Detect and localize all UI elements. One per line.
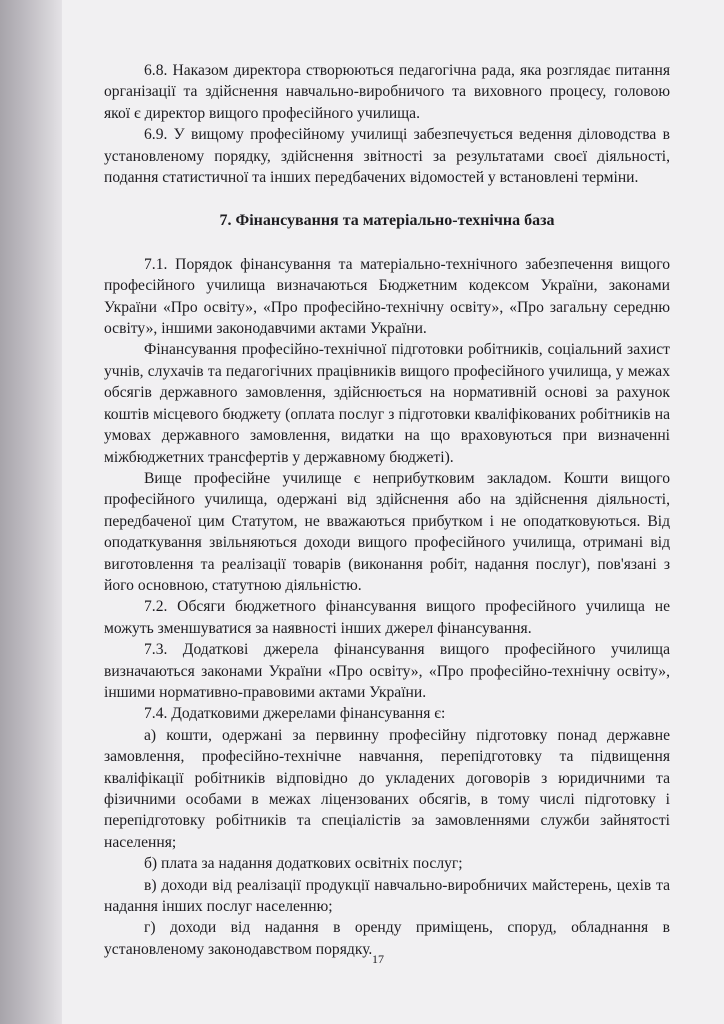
paragraph-7-1: 7.1. Порядок фінансування та матеріально-технічного забезпечення вищого професійного училища визначаються Бюджетним кодексом України, законами України «Про освіту», «Про професійно-технічну освіту», «Про загальну середню освіту», іншими законодавчими актами України. <box>104 255 670 338</box>
paragraph-7-3: 7.3. Додаткові джерела фінансування вищого професійного училища визначаються законами України «Про освіту», «Про професійно-технічну освіту», іншими нормативно-правовими актами України. <box>104 641 670 701</box>
paragraph-7-2: 7.2. Обсяги бюджетного фінансування вищого професійного училища не можуть зменшуватися за наявності інших джерел фінансування. <box>104 598 670 637</box>
paragraph-non-profit: Вище професійне училище є неприбутковим закладом. Кошти вищого професійного училища, одержані від здійснення або на здійснення діяльності, передбаченої цим Статутом, не вважаються прибутком і не оподатковуються. Від оподаткування звільняються доходи вищого професійного училища, отримані від виготовлення та реалізації товарів (виконання робіт, надання послуг), пов'язані з його основною, статутною діяльністю. <box>104 469 670 594</box>
paragraph-6-8: 6.8. Наказом директора створюються педагогічна рада, яка розглядає питання організації та здійснення навчально-виробничого та виховного процесу, головою якої є директор вищого професійного училища. <box>104 62 670 122</box>
document-body <box>104 60 670 960</box>
list-item-g: г) доходи від надання в оренду приміщень, споруд, обладнання в установленому законодавством порядку. <box>104 919 670 958</box>
paragraph-financing: Фінансування професійно-технічної підготовки робітників, соціальний захист учнів, слухачів та педагогічних працівників вищого професійного училища, у межах обсягів державного замовлення, здійснюється на нормативній основі за рахунок коштів місцевого бюджету (оплата послуг з підготовки кваліфікованих робітників на умовах державного замовлення, видатки на що враховуються при визначенні міжбюджетних трансфертів у державному бюджеті). <box>104 341 670 466</box>
page-number: 17 <box>372 952 384 966</box>
list-item-b: б) плата за надання додаткових освітніх послуг; <box>144 855 463 873</box>
list-item-a: а) кошти, одержані за первинну професійну підготовку понад державне замовлення, професійно-технічне навчання, перепідготовку та підвищення кваліфікації робітників відповідно до укладених договорів з юридичними та фізичними особами в межах ліцензованих обсягів, в тому числі підготовку і перепідготовку робітників та спеціалістів за замовленнями служби зайнятості населення; <box>104 726 670 851</box>
list-item-v: в) доходи від реалізації продукції навчально-виробничих майстерень, цехів та надання інших послуг населенню; <box>104 876 670 916</box>
section-heading: 7. Фінансування та матеріально-технічна база <box>219 212 555 230</box>
paragraph-6-9: 6.9. У вищому професійному училищі забезпечується ведення діловодства в установленому порядку, здійснення звітності за результатами своєї діяльності, подання статистичної та інших передбачених відомостей у встановлені терміни. <box>104 126 670 187</box>
paragraph-7-4: 7.4. Додатковими джерелами фінансування є: <box>144 705 446 723</box>
book-spine-shadow <box>0 0 62 1024</box>
